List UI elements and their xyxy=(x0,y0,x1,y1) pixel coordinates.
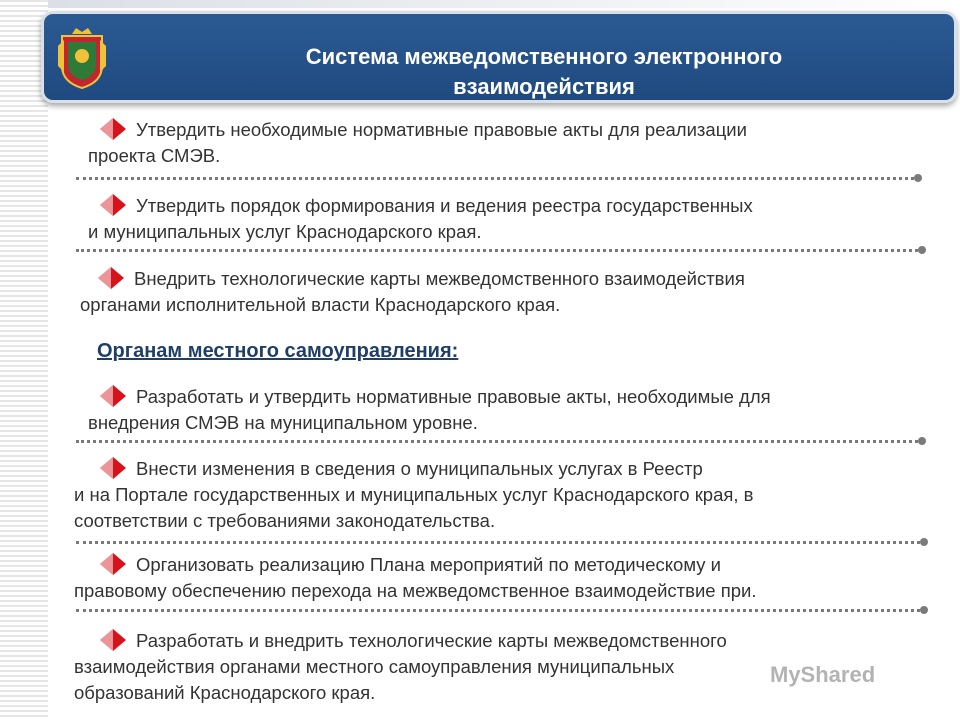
title-line-2: взаимодействия xyxy=(453,74,635,99)
dotted-divider xyxy=(76,541,920,544)
red-diamond-icon xyxy=(98,384,128,408)
red-diamond-icon xyxy=(98,628,128,652)
watermark xyxy=(770,662,875,688)
item-text: внедрения СМЭВ на муниципальном уровне. xyxy=(88,412,478,433)
item-text: и муниципальных услуг Краснодарского края. xyxy=(88,221,482,242)
list-item xyxy=(70,552,950,604)
red-diamond-icon xyxy=(98,193,128,217)
item-text: Разработать и утвердить нормативные правовые акты, необходимые для xyxy=(136,386,771,407)
list-item xyxy=(70,117,950,169)
item-text: Утвердить необходимые нормативные правовые акты для реализации xyxy=(136,119,747,140)
red-diamond-icon xyxy=(98,552,128,576)
item-text: правовому обеспечению перехода на межведомственное взаимодействие при. xyxy=(74,580,757,601)
dotted-divider xyxy=(76,249,918,252)
dotted-divider xyxy=(76,177,914,180)
section-subheading: Органам местного самоуправления: xyxy=(97,340,459,362)
item-text: Внести изменения в сведения о муниципальных услугах в Реестр xyxy=(136,458,703,479)
page-title xyxy=(194,42,894,102)
dotted-divider xyxy=(76,609,920,612)
left-stripes-decoration xyxy=(0,0,48,720)
list-item xyxy=(70,456,950,534)
item-text: проекта СМЭВ. xyxy=(88,145,221,166)
item-text: Внедрить технологические карты межведомственного взаимодействия xyxy=(134,268,745,289)
red-diamond-icon xyxy=(98,456,128,480)
item-text: образований Краснодарского края. xyxy=(74,682,376,703)
watermark-text: MyShared xyxy=(770,662,876,687)
top-band xyxy=(0,0,960,8)
title-line-1: Система межведомственного электронного xyxy=(305,44,783,69)
item-text: взаимодействия органами местного самоуправления муниципальных xyxy=(74,656,675,677)
item-text: Утвердить порядок формирования и ведения реестра государственных xyxy=(136,195,753,216)
red-diamond-icon xyxy=(96,266,126,290)
dotted-divider xyxy=(76,440,918,443)
item-text: соответствии с требованиями законодательства. xyxy=(74,510,496,531)
slide-header xyxy=(41,11,957,103)
list-item xyxy=(70,384,950,436)
coat-of-arms-icon xyxy=(56,26,108,90)
red-diamond-icon xyxy=(98,117,128,141)
list-item xyxy=(70,266,950,318)
list-item xyxy=(70,193,950,245)
item-text: органами исполнительной власти Краснодарского края. xyxy=(80,294,561,315)
item-text: Организовать реализацию Плана мероприятий по методическому и xyxy=(136,554,721,575)
item-text: Разработать и внедрить технологические карты межведомственного xyxy=(136,630,727,651)
item-text: и на Портале государственных и муниципальных услуг Краснодарского края, в xyxy=(74,484,754,505)
